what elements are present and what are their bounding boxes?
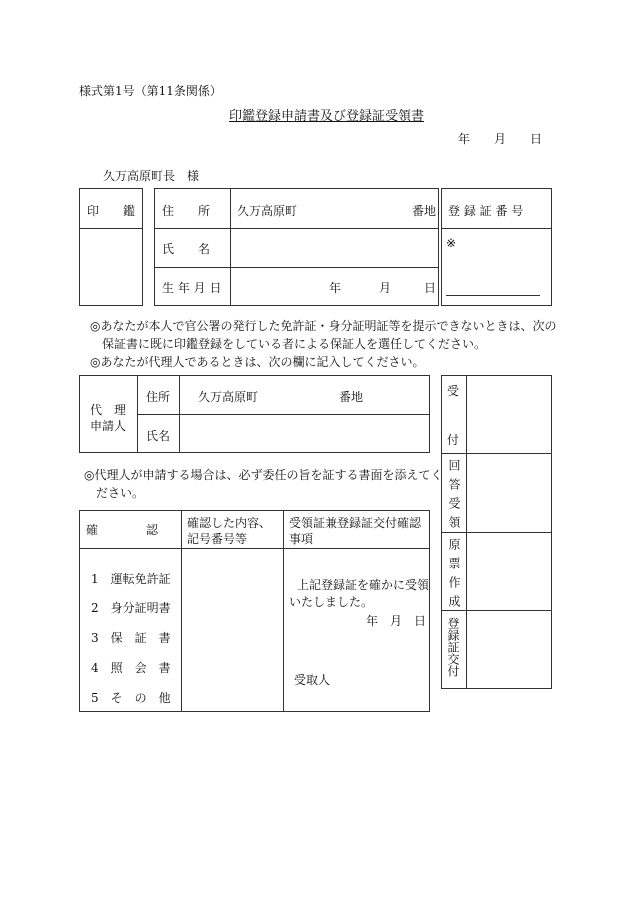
confirm-item: 1 運転免許証 [91,572,171,586]
proxy-name-field[interactable] [180,415,429,452]
confirm-header: 確 認 [86,523,159,537]
page-title: 印鑑登録申請書及び登録証受領書 [229,109,425,124]
confirm-item: 4 照 会 書 [91,661,171,675]
proxy-address-prefix: 久万高原町 [198,390,259,404]
note-1-line-1: ◎あなたが本人で官公署の発行した免許証・身分証明証等を提示できないときは、次の [90,319,557,333]
proxy-name-label: 氏名 [146,429,171,443]
confirm-item: 2 身分証明書 [91,601,171,615]
birth-year-label: 年 [329,281,342,295]
form-number: 様式第1号（第11条関係） [79,84,222,98]
cert-number-underline [446,295,540,296]
addressee: 久万高原町長 様 [103,169,200,183]
address-suffix: 番地 [412,204,437,218]
proxy-address-label: 住所 [146,390,171,404]
receipt-header: 受領証兼登録証交付確認 事項 [289,516,422,546]
date-year-label: 年 [458,132,471,146]
cert-number-label: 登 録 証 番 号 [448,204,524,218]
birth-month-label: 月 [379,281,392,295]
birth-day-label: 日 [424,281,437,295]
uketsuke-label-bottom: 付 [447,433,460,447]
date-day-label: 日 [530,132,543,146]
proxy-note-line-2: ださい。 [96,486,145,500]
receiver-label: 受取人 [294,673,331,687]
kaitou-juryo-label: 回答受領 [447,459,461,535]
date-month-label: 月 [494,132,507,146]
confirm-item: 3 保 証 書 [91,631,171,645]
inkan-label: 印 鑑 [87,204,136,218]
uketsuke-label-top: 受 [447,384,460,398]
receipt-text-line-1: 上記登録証を確かに受領 [297,578,430,592]
address-label: 住 所 [162,204,211,218]
proxy-address-suffix: 番地 [339,390,364,404]
proxy-note-line-1: ◎代理人が申請する場合は、必ず委任の旨を証する書面を添えてく [84,468,443,482]
tourokusho-koufu-label: 登録証交付 [446,617,460,677]
name-label: 氏 名 [162,242,211,256]
proxy-label: 代 理 申請人 [89,403,126,433]
inkan-stamp-area[interactable] [79,229,142,305]
receipt-text-line-2: いたしました。 [289,595,374,609]
note-1-line-2: 保証書に既に印鑑登録をしている者による保証人を選任してください。 [102,337,487,351]
name-field[interactable] [231,229,438,266]
birthdate-label: 生 年 月 日 [162,281,222,295]
cert-number-mark: ※ [446,236,457,250]
contents-field[interactable] [182,549,282,711]
note-2: ◎あなたが代理人であるときは、次の欄に記入してください。 [90,355,425,369]
confirm-item: 5 そ の 他 [91,691,171,705]
genpyo-sakusei-label: 原票作成 [447,538,461,614]
address-prefix: 久万高原町 [237,204,298,218]
receipt-date: 年 月 日 [366,614,427,628]
contents-header: 確認した内容、 記号番号等 [187,516,272,546]
